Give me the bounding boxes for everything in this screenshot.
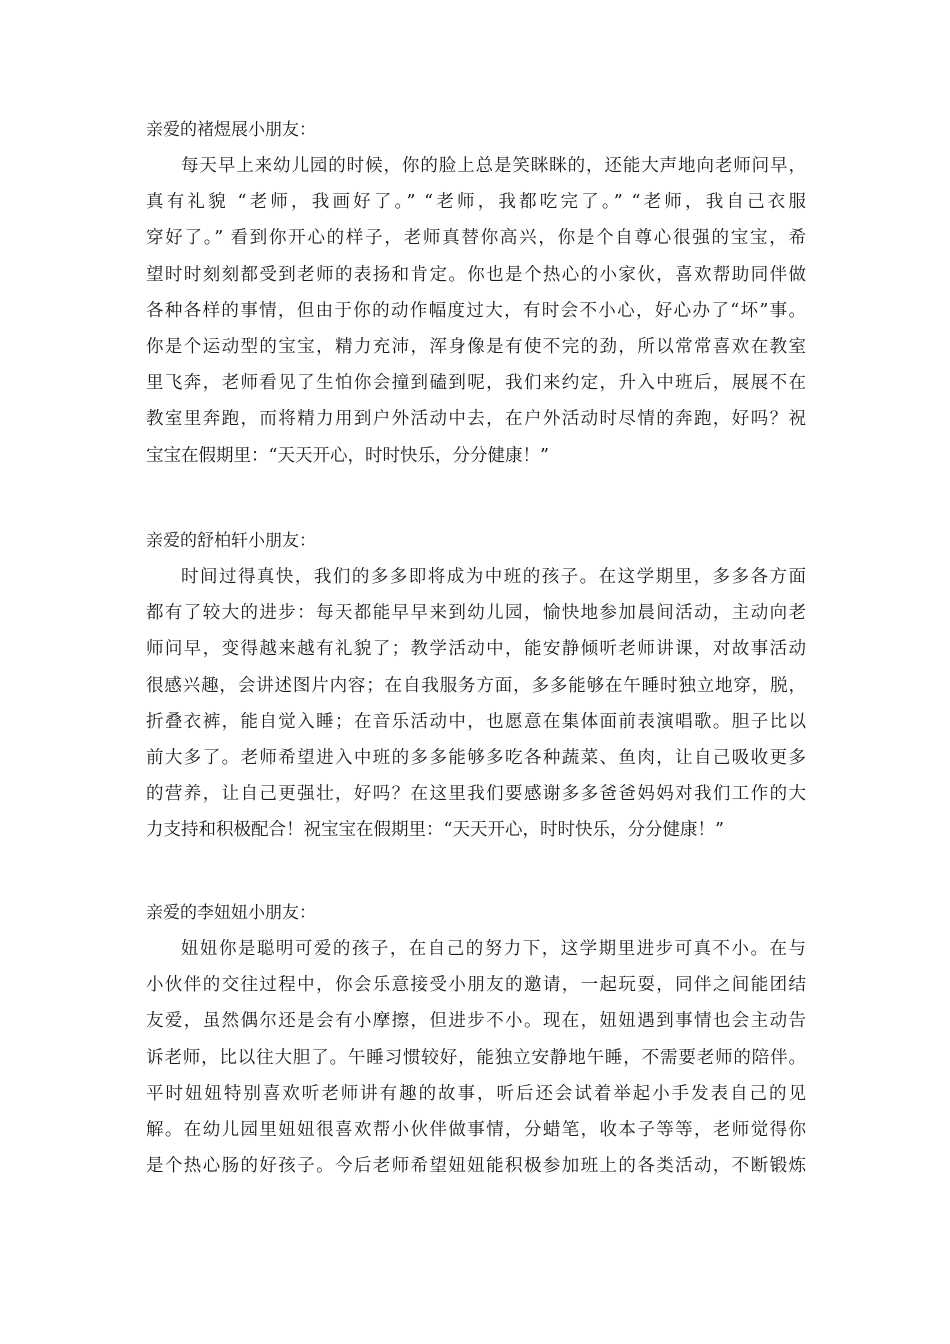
letter-2-line-4: 很感兴趣，会讲述图片内容；在自我服务方面，多多能够在午睡时独立地穿，脱， (146, 675, 806, 696)
letter-1-line-2: 真有礼貌 “老师，我画好了。” “老师，我都吃完了。” “老师，我自己衣服 (146, 192, 806, 213)
letter-3-line-2: 小伙伴的交往过程中，你会乐意接受小朋友的邀请，一起玩耍，同伴之间能团结 (146, 975, 806, 996)
letter-1-line-7: 里飞奔，老师看见了生怕你会撞到磕到呢，我们来约定，升入中班后，展展不在 (146, 373, 806, 394)
letter-1-salutation: 亲爱的褚煜展小朋友： (146, 120, 316, 140)
letter-1-line-6: 你是个运动型的宝宝，精力充沛，浑身像是有使不完的劲，所以常常喜欢在教室 (146, 336, 806, 357)
letter-3-body (146, 931, 806, 1184)
letter-2 (146, 529, 806, 849)
letter-2-salutation: 亲爱的舒柏轩小朋友： (146, 531, 316, 551)
letter-3-line-5: 平时妞妞特别喜欢听老师讲有趣的故事，听后还会试着举起小手发表自己的见 (146, 1083, 806, 1104)
letter-3-line-1: 妞妞你是聪明可爱的孩子，在自己的努力下，这学期里进步可真不小。在与 (181, 939, 806, 959)
letter-1 (146, 118, 806, 474)
letter-2-line-7: 的营养，让自己更强壮，好吗？在这里我们要感谢多多爸爸妈妈对我们工作的大 (146, 784, 806, 805)
letter-3-salutation: 亲爱的李妞妞小朋友： (146, 903, 316, 923)
letter-1-line-5: 各种各样的事情，但由于你的动作幅度过大，有时会不小心，好心办了“坏”事。 (146, 300, 806, 321)
letter-2-line-5: 折叠衣裤，能自觉入睡；在音乐活动中，也愿意在集体面前表演唱歌。胆子比以 (146, 711, 806, 732)
letter-3-line-4: 诉老师，比以往大胆了。午睡习惯较好，能独立安静地午睡，不需要老师的陪伴。 (146, 1047, 806, 1068)
letter-3-line-7: 是个热心肠的好孩子。今后老师希望妞妞能积极参加班上的各类活动，不断锻炼 (146, 1156, 806, 1177)
letter-1-body (146, 148, 806, 474)
letter-2-line-8: 力支持和积极配合！祝宝宝在假期里：“天天开心，时时快乐，分分健康！” (146, 820, 724, 841)
letter-1-line-9: 宝宝在假期里：“天天开心，时时快乐，分分健康！” (146, 445, 549, 466)
letter-1-line-8: 教室里奔跑，而将精力用到户外活动中去，在户外活动时尽情的奔跑，好吗？祝 (146, 409, 806, 430)
letter-2-line-1: 时间过得真快，我们的多多即将成为中班的孩子。在这学期里，多多各方面 (181, 567, 806, 587)
letter-2-line-6: 前大多了。老师希望进入中班的多多能够多吃各种蔬菜、鱼肉，让自己吸收更多 (146, 747, 806, 768)
letter-2-body (146, 559, 806, 849)
letter-1-line-1: 每天早上来幼儿园的时候，你的脸上总是笑眯眯的，还能大声地向老师问早， (181, 156, 806, 176)
letter-2-line-2: 都有了较大的进步：每天都能早早来到幼儿园，愉快地参加晨间活动，主动向老 (146, 603, 806, 624)
letter-3-line-6: 解。在幼儿园里妞妞很喜欢帮小伙伴做事情，分蜡笔，收本子等等，老师觉得你 (146, 1119, 806, 1140)
letter-3-line-3: 友爱，虽然偶尔还是会有小摩擦，但进步不小。现在，妞妞遇到事情也会主动告 (146, 1011, 806, 1032)
letter-3 (146, 901, 806, 1184)
letter-2-line-3: 师问早，变得越来越有礼貌了；教学活动中，能安静倾听老师讲课，对故事活动 (146, 639, 806, 660)
letter-1-line-4: 望时时刻刻都受到老师的表扬和肯定。你也是个热心的小家伙，喜欢帮助同伴做 (146, 264, 806, 285)
letter-1-line-3: 穿好了。” 看到你开心的样子，老师真替你高兴，你是个自尊心很强的宝宝，希 (146, 228, 806, 249)
